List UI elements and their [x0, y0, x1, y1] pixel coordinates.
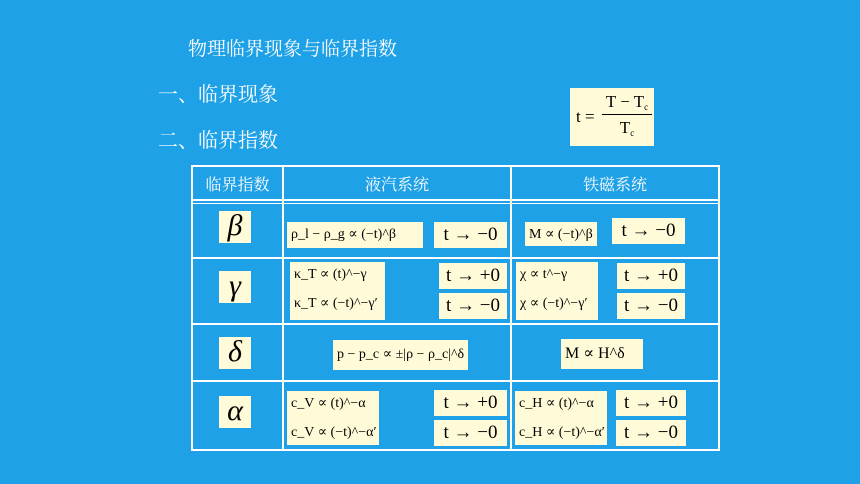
numerator-sub: c [644, 102, 649, 112]
section-critical-phenomena: 一、临界现象 [158, 82, 278, 106]
formula-lhs: t = [576, 107, 595, 126]
formula-numerator [602, 92, 652, 115]
formula-fraction [602, 92, 652, 138]
alpha-liquid-formula-2: c_V ∝ (−t)^−α′ [291, 425, 377, 440]
alpha-liquid-limit-1: t → +0 [434, 390, 507, 416]
symbol-beta: β [219, 211, 251, 243]
table-border-top [191, 165, 720, 167]
reduced-temperature-formula [570, 88, 654, 146]
table-row-divider-beta [191, 257, 720, 259]
alpha-magnet-formula-1: c_H ∝ (t)^−α [515, 391, 607, 445]
section-critical-exponents: 二、临界指数 [158, 128, 278, 152]
alpha-magnet-limit-2: t → −0 [616, 420, 686, 446]
alpha-liquid-limit-2: t → −0 [434, 420, 507, 446]
alpha-magnet-limit-1: t → +0 [616, 390, 686, 416]
symbol-alpha: α [219, 396, 251, 428]
numerator-text: T − T [605, 92, 645, 111]
gamma-liquid-formula-2: κ_T ∝ (−t)^−γ′ [294, 296, 378, 311]
denominator-sub: c [630, 128, 635, 138]
formula-denominator [602, 115, 652, 138]
gamma-magnet-limit-2: t → −0 [617, 293, 685, 319]
table-border-right [718, 165, 720, 451]
table-row-divider-gamma [191, 323, 720, 325]
header-liquid-vapor-system: 液汽系统 [364, 175, 429, 194]
table-border-left [191, 165, 193, 451]
gamma-magnet-formula-2: χ ∝ (−t)^−γ′ [520, 296, 588, 311]
gamma-liquid-formula-1: κ_T ∝ (t)^−γ [290, 262, 385, 320]
table-row-divider-header2 [191, 203, 720, 204]
alpha-liquid-formula-1: c_V ∝ (t)^−α [287, 391, 379, 445]
gamma-magnet-formula-1: χ ∝ t^−γ [516, 262, 598, 320]
header-critical-exponent: 临界指数 [205, 175, 270, 194]
table-row-divider-delta [191, 380, 720, 382]
delta-magnet-formula: M ∝ H^δ [561, 339, 643, 369]
gamma-magnet-limit-1: t → +0 [617, 263, 685, 289]
table-border-bottom [191, 449, 720, 451]
beta-liquid-limit: t → −0 [434, 222, 507, 248]
symbol-gamma: γ [219, 271, 251, 303]
denominator-text: T [619, 118, 631, 137]
table-col-divider-1 [282, 165, 284, 451]
delta-liquid-formula: p − p_c ∝ ±|ρ − ρ_c|^δ [333, 340, 468, 370]
table-col-divider-2c [510, 324, 512, 381]
table-row-divider-header [191, 199, 720, 201]
gamma-liquid-limit-2: t → −0 [439, 293, 507, 319]
beta-magnet-formula: M ∝ (−t)^β [525, 222, 597, 246]
header-ferromagnetic-system: 铁磁系统 [582, 175, 647, 194]
beta-magnet-limit: t → −0 [612, 218, 685, 244]
alpha-magnet-formula-2: c_H ∝ (−t)^−α′ [519, 425, 605, 440]
gamma-liquid-limit-1: t → +0 [439, 263, 507, 289]
page-title: 物理临界现象与临界指数 [188, 38, 398, 60]
table-col-divider-2b [510, 381, 512, 451]
symbol-delta: δ [219, 337, 251, 369]
beta-liquid-formula: ρ_l − ρ_g ∝ (−t)^β [287, 222, 423, 248]
